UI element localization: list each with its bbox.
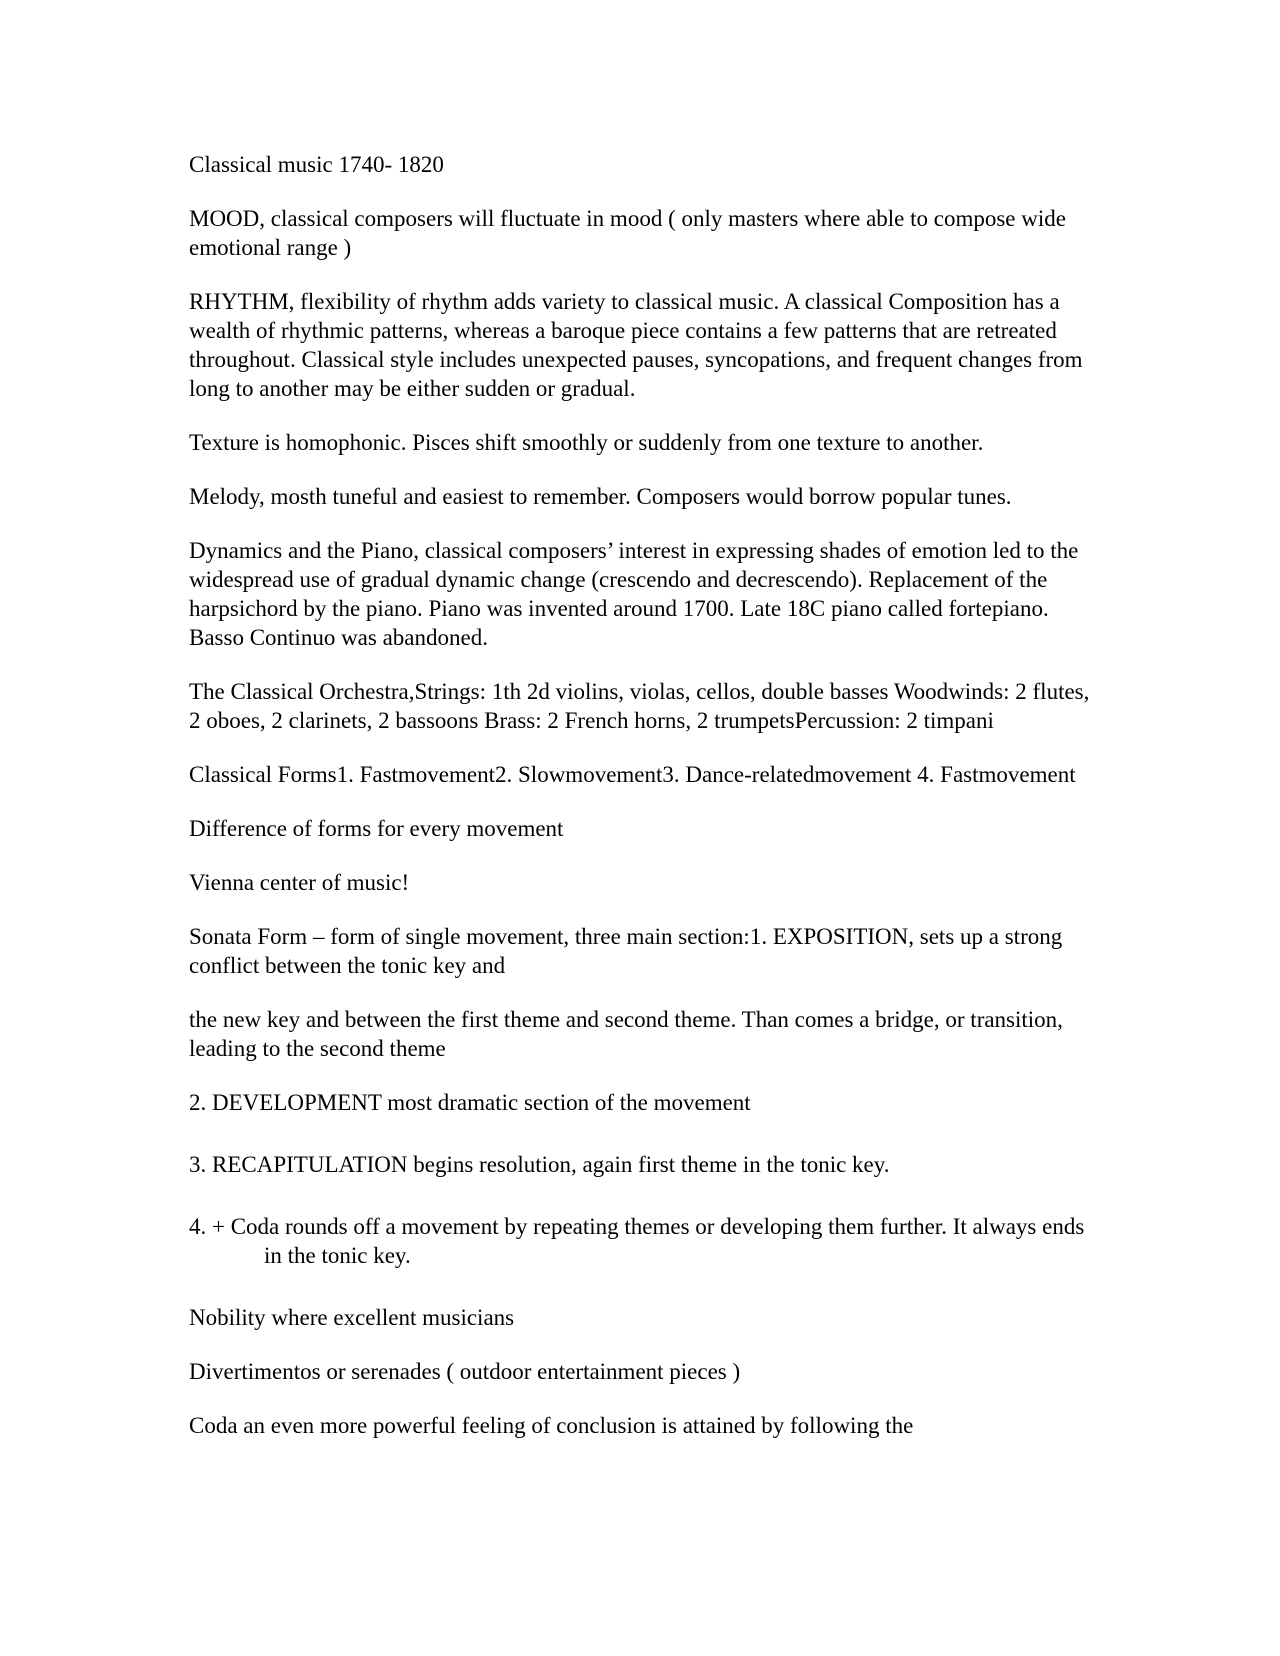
paragraph-coda: 4. + Coda rounds off a movement by repeating themes or developing them further. It always ends in the tonic key. (189, 1214, 1085, 1268)
paragraph-new-key: the new key and between the first theme and second theme. Than comes a bridge, or transition, leading to the second theme (189, 1007, 1063, 1061)
paragraph-orchestra: The Classical Orchestra,Strings: 1th 2d violins, violas, cellos, double basses Woodwinds: 2 flutes, 2 oboes, 2 clarinets, 2 bassoons Brass: 2 French horns, 2 trumpetsPercussion: 2 timpani (189, 679, 1090, 733)
document-title: Classical music 1740- 1820 (189, 152, 444, 177)
paragraph-texture: Texture is homophonic. Pisces shift smoothly or suddenly from one texture to another. (189, 430, 984, 455)
paragraph-development: 2. DEVELOPMENT most dramatic section of the movement (189, 1090, 751, 1115)
paragraph-sonata-form: Sonata Form – form of single movement, three main section:1. EXPOSITION, sets up a strong conflict between the tonic key and (189, 924, 1063, 978)
paragraph-divertimentos: Divertimentos or serenades ( outdoor entertainment pieces ) (189, 1359, 741, 1384)
paragraph-forms: Classical Forms1. Fastmovement2. Slowmovement3. Dance-relatedmovement 4. Fastmovement (189, 762, 1076, 787)
paragraph-mood: MOOD, classical composers will fluctuate in mood ( only masters where able to compose wide emotional range ) (189, 206, 1066, 260)
paragraph-nobility: Nobility where excellent musicians (189, 1305, 515, 1330)
paragraph-rhythm: RHYTHM, flexibility of rhythm adds variety to classical music. A classical Composition has a wealth of rhythmic patterns, whereas a baroque piece contains a few patterns that are retreated throughout. Classical style includes unexpected pauses, syncopations, and frequent changes from long to another may be either sudden or gradual. (189, 289, 1083, 401)
paragraph-difference: Difference of forms for every movement (189, 816, 564, 841)
paragraph-dynamics: Dynamics and the Piano, classical composers’ interest in expressing shades of emotion led to the widespread use of gradual dynamic change (crescendo and decrescendo). Replacement of the harpsichord by the piano. Piano was invented around 1700. Late 18C piano called fortepiano. Basso Continuo was abandoned. (189, 538, 1079, 650)
paragraph-coda-conclusion: Coda an even more powerful feeling of conclusion is attained by following the (189, 1413, 914, 1438)
paragraph-recapitulation: 3. RECAPITULATION begins resolution, again first theme in the tonic key. (189, 1152, 890, 1177)
paragraph-melody: Melody, mosth tuneful and easiest to remember. Composers would borrow popular tunes. (189, 484, 1012, 509)
paragraph-vienna: Vienna center of music! (189, 870, 410, 895)
document-body (189, 150, 1099, 1465)
